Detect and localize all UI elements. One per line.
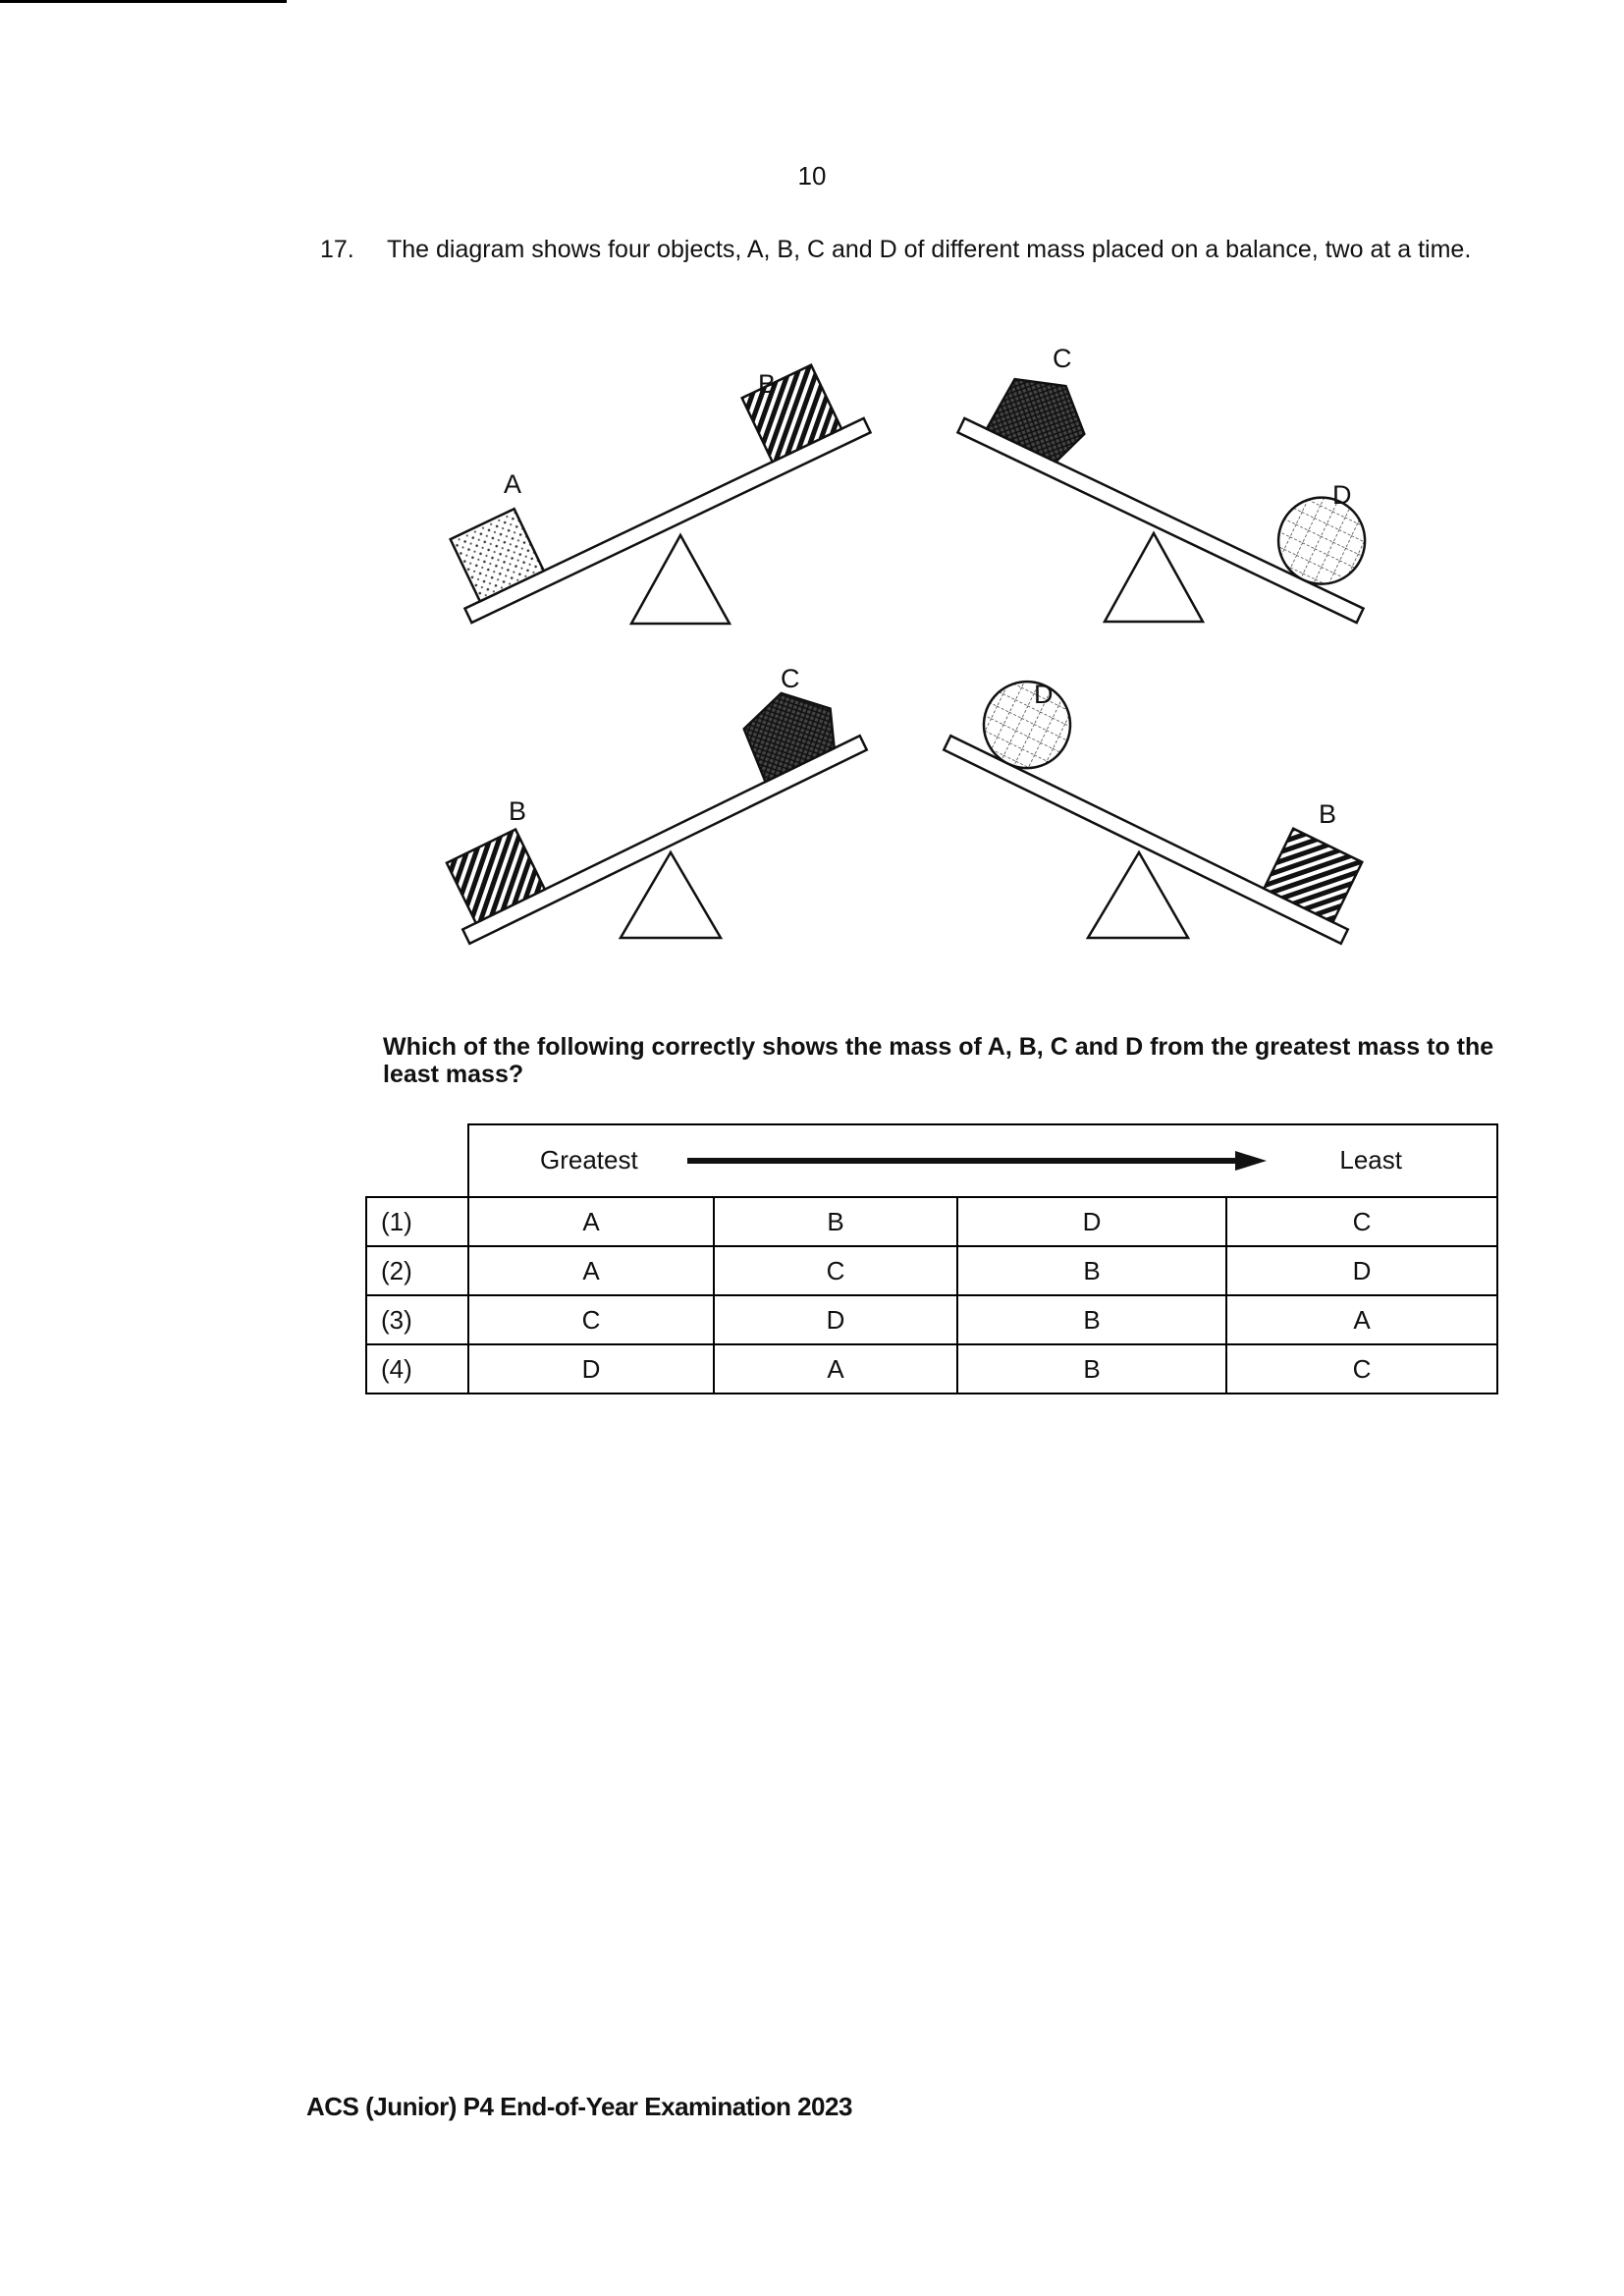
table-row[interactable]: [366, 1197, 1497, 1246]
option-label: (3): [366, 1295, 468, 1344]
option-cell: B: [957, 1344, 1226, 1394]
table-row[interactable]: [366, 1246, 1497, 1295]
table-row[interactable]: [366, 1344, 1497, 1394]
greatest-label: Greatest: [540, 1145, 638, 1175]
option-cell: C: [714, 1246, 957, 1295]
table-row[interactable]: [366, 1295, 1497, 1344]
balance-4: [944, 658, 1385, 944]
option-cell: D: [957, 1197, 1226, 1246]
label-c-2: C: [1053, 344, 1072, 373]
label-b-4: B: [1319, 799, 1337, 829]
label-a-1: A: [504, 469, 522, 499]
table-header-row: [366, 1124, 1497, 1197]
label-b-1: B: [758, 369, 777, 399]
balance-3: [431, 664, 867, 944]
options-table: [365, 1123, 1498, 1394]
arrow-right-icon: [687, 1151, 1267, 1171]
option-cell: D: [714, 1295, 957, 1344]
option-cell: D: [468, 1344, 714, 1394]
label-d-4: D: [1034, 680, 1054, 709]
fulcrum-4: [1088, 852, 1188, 938]
header-cell: [468, 1124, 1497, 1197]
option-cell: C: [1226, 1197, 1497, 1246]
question-number: 17.: [320, 236, 354, 263]
option-cell: B: [714, 1197, 957, 1246]
fulcrum-2: [1105, 533, 1203, 622]
sub-question: Which of the following correctly shows the mass of A, B, C and D from the greatest mass to the least mass?: [383, 1033, 1494, 1088]
option-label: (4): [366, 1344, 468, 1394]
option-cell: C: [1226, 1344, 1497, 1394]
balance-diagram: [0, 0, 1624, 982]
option-cell: C: [468, 1295, 714, 1344]
option-cell: D: [1226, 1246, 1497, 1295]
option-cell: A: [714, 1344, 957, 1394]
option-cell: A: [468, 1197, 714, 1246]
option-label: (1): [366, 1197, 468, 1246]
option-cell: A: [1226, 1295, 1497, 1344]
label-c-3: C: [781, 664, 800, 693]
label-d-2: D: [1332, 480, 1352, 510]
footer-exam-title: ACS (Junior) P4 End-of-Year Examination 2023: [306, 2092, 852, 2121]
balance-1: [434, 355, 870, 624]
option-cell: B: [957, 1295, 1226, 1344]
fulcrum-1: [631, 535, 730, 624]
label-b-3: B: [509, 796, 527, 826]
option-label: (2): [366, 1246, 468, 1295]
least-label: Least: [1339, 1145, 1402, 1175]
balance-2: [957, 340, 1400, 623]
page-number: 10: [797, 161, 827, 191]
question-text: The diagram shows four objects, A, B, C and D of different mass placed on a balance, two at a time.: [387, 236, 1472, 263]
header-blank-cell: [366, 1124, 468, 1197]
fulcrum-3: [621, 852, 721, 938]
option-cell: B: [957, 1246, 1226, 1295]
option-cell: A: [468, 1246, 714, 1295]
